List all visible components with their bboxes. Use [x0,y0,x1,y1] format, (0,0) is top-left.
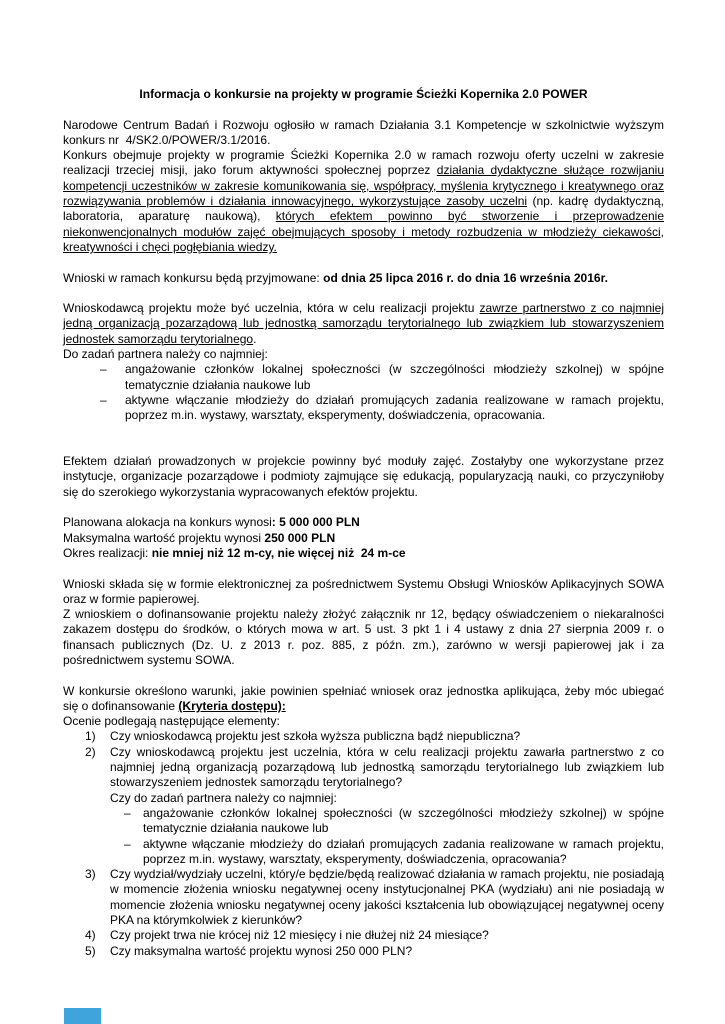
paragraph-text: Do zadań partnera należy co najmniej: [63,347,268,362]
paragraph [63,148,664,255]
paragraph-text: aktywne włączanie młodzieży do działań promujących zadania realizowane w ramach projektu, poprzez m.in. wystawy, warsztaty, eksperymenty, doświadczenia, opracowania. [125,392,664,423]
document-content [63,87,664,959]
paragraph [63,607,664,668]
paragraph [63,546,664,561]
list-item-dash [63,837,664,868]
list-number: 4) [85,928,96,943]
cut-off-logo-fragment [64,1008,101,1024]
document-blocks [63,118,664,959]
list-item-dash [63,393,664,424]
dash-marker: – [100,362,107,377]
paragraph [63,531,664,546]
list-item-numbered [63,745,664,791]
paragraph [63,301,664,347]
paragraph [63,684,664,715]
paragraph-text: Efektem działań prowadzonych w projekcie powinny być moduły zajęć. Zostałyby one wykorzystane przez instytucje, organizacje pozarządowe i podmioty zajmujące się edukacją, popularyzacją nauki, co przyczyniłoby się do szerokiego wykorzystania wypracowanych efektów projektu. [63,454,664,499]
paragraph [63,347,664,362]
list-item-numbered [63,729,664,744]
paragraph [63,271,664,286]
paragraph-text: Wnioskodawcą projektu może być uczelnia, która w celu realizacji projektu zawrze partnerstwo z co najmniej jedną organizacją pozarządową lub jednostką samorządu terytorialnego lub związkiem lub stowarzyszeniem jednostek samorządu terytorialnego. [63,301,665,346]
paragraph-text: angażowanie członków lokalnej społeczności (w szczególności młodzieży szkolnej) w spójne tematycznie działania naukowe lub [125,362,664,392]
list-number: 3) [85,867,96,882]
paragraph-text: Okres realizacji: nie mniej niż 12 m-cy, nie więcej niż 24 m-ce [63,545,406,560]
paragraph-text: Wnioski w ramach konkursu będą przyjmowane: od dnia 25 lipca 2016 r. do dnia 16 września 2016r. [63,270,608,285]
paragraph [63,515,664,530]
paragraph-text: Konkurs obejmuje projekty w programie Ścieżki Kopernika 2.0 w ramach rozwoju oferty uczelni w zakresie realizacji trzeciej misji, jako forum aktywności społecznej poprzez działania dydaktyczne służące rozwijaniu kompetencji uczestników w zakresie komunikowania się, współpracy, myślenia krytycznego i kreatywnego oraz rozwiązywania problemów i działania innowacyjnego, wykorzystujące zasoby uczelni (np. kadrę dydaktyczną, laboratoria, aparaturę naukową), których efektem powinno być stworzenie i przeprowadzenie niekonwencjonalnych modułów zajęć obejmujących sposoby i metody rozbudzenia w młodzieży ciekawości, kreatywności i chęci pogłębiania wiedzy. [63,148,664,254]
dash-marker: – [124,805,131,820]
paragraph-text: Czy projekt trwa nie krócej niż 12 miesięcy i nie dłużej niż 24 miesiące? [110,928,489,943]
paragraph-text: Z wnioskiem o dofinansowanie projektu należy złożyć załącznik nr 12, będący oświadczeniem o niekaralności zakazem dostępu do środków, o których mowa w art. 5 ust. 3 pkt 1 i 4 ustawy z dnia 27 sierpnia 2009 r. o finansach publicznych (Dz. U. z 2013 r. poz. 885, z późn. zm.), zarówno w wersji papierowej jak i za pośrednictwem systemu SOWA. [63,607,664,667]
list-item-continuation [63,791,664,806]
paragraph-text: Czy wydział/wydziały uczelni, który/e będzie/będą realizować działania w ramach projektu, nie posiadają w momencie złożenia wniosku negatywnej oceny instytucjonalnej PKA (wydziału) ani nie posiadają w momencie złożenia wniosku negatywnej oceny jakości kształcenia lub obowiązującej negatywnej oceny PKA na którymkolwiek z kierunków? [110,867,664,928]
list-item-numbered [63,944,664,959]
paragraph-text: Maksymalna wartość projektu wynosi 250 000 PLN [63,530,336,545]
paragraph [63,118,664,149]
list-number: 1) [85,729,96,744]
paragraph-text: W konkursie określono warunki, jakie powinien spełniać wniosek oraz jednostka aplikująca, żeby móc ubiegać się o dofinansowanie (Kryteria dostępu): [63,683,664,713]
document-title: Informacja o konkursie na projekty w programie Ścieżki Kopernika 2.0 POWER [139,87,588,101]
list-item-numbered [63,928,664,943]
list-item-numbered [63,867,664,928]
paragraph-text: Ocenie podlegają następujące elementy: [63,714,280,729]
paragraph [63,714,664,729]
paragraph-text: Wnioski składa się w formie elektronicznej za pośrednictwem Systemu Obsługi Wniosków Aplikacyjnych SOWA oraz w formie papierowej. [63,576,664,606]
paragraph-text: angażowanie członków lokalnej społeczności (w szczególności młodzieży szkolnej) w spójne tematycznie działania naukowe lub [143,805,664,836]
dash-marker: – [124,836,131,851]
list-number: 2) [85,744,96,759]
paragraph-text: Czy wnioskodawcą projektu jest szkoła wyższa publiczna bądź niepubliczna? [110,729,521,744]
paragraph-text: Planowana alokacja na konkurs wynosi: 5 000 000 PLN [63,515,360,530]
list-item-dash [63,806,664,837]
paragraph-text: aktywne włączanie młodzieży do działań promujących zadania realizowane w ramach projektu, poprzez m.in. wystawy, warsztaty, eksperymenty, doświadczenia, opracowania? [143,836,664,866]
paragraph-text: Narodowe Centrum Badań i Rozwoju ogłosiło w ramach Działania 3.1 Kompetencje w szkolnictwie wyższym konkurs nr 4/SK2.0/POWER/3.1/2016. [63,117,664,147]
paragraph-text: Czy do zadań partnera należy co najmniej: [110,790,337,805]
paragraph-text: Czy maksymalna wartość projektu wynosi 250 000 PLN? [110,943,413,958]
paragraph [63,577,664,608]
dash-marker: – [100,392,107,407]
list-item-dash [63,362,664,393]
paragraph [63,454,664,500]
paragraph-text: Czy wnioskodawcą projektu jest uczelnia, która w celu realizacji projektu zawarła partnerstwo z co najmniej jedną organizacją pozarządową lub jednostką samorządu terytorialnego lub związkiem lub stowarzyszeniem jednostek samorządu terytorialnego? [110,744,664,790]
list-number: 5) [85,943,96,958]
